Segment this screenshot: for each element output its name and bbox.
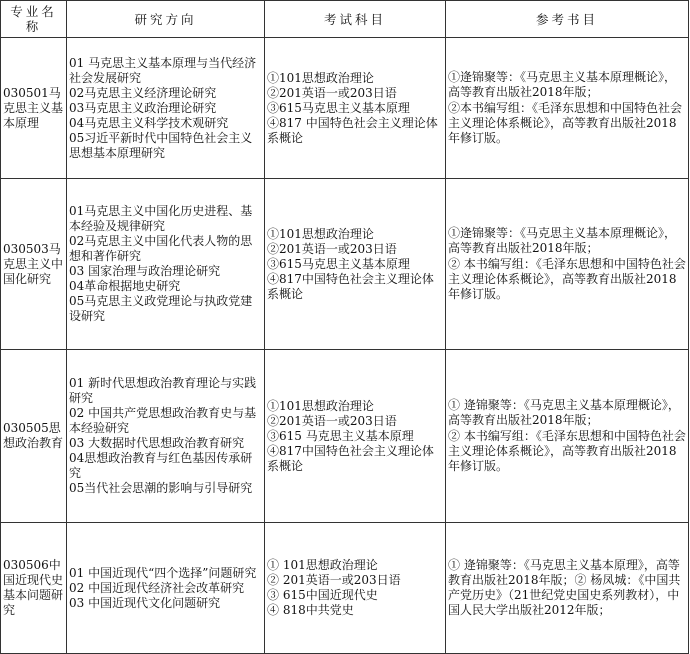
direction-item: 04思想政治教育与红色基因传承研究 [69,451,253,480]
major-name: 030506中国近现代史基本问题研究 [3,558,64,617]
subject-item: ① 101思想政治理论 [267,558,378,572]
major-cell [1,523,67,654]
major-name: 030501马克思主义基本原理 [3,85,64,130]
subject-item: ①101思想政治理论 [267,70,374,85]
subject-item: ④817 中国特色社会主义理论体系概论 [267,115,438,145]
major-cell [1,179,67,350]
direction-item: 02马克思主义中国化代表人物的思想和著作研究 [69,234,253,263]
subject-item: ③615马克思主义基本原理 [267,100,410,115]
header-exam-subjects: 考试科目 [265,1,446,38]
exam-subjects-cell [265,38,446,179]
subject-item: ③615马克思主义基本原理 [267,256,410,271]
subject-item: ③ 615中国近现代史 [267,588,378,602]
direction-item: 05习近平新时代中国特色社会主义思想基本原理研究 [69,130,253,160]
reference-item: ②本书编写组：《毛泽东思想和中国特色社会主义理论体系概论》，高等教育出版社2018年修订版。 [448,101,683,145]
direction-item: 03 中国近现代文化问题研究 [69,595,221,610]
reference-item: ① 逄锦聚等：《马克思主义基本原理概论》，高等教育出版社2018年版； [448,398,680,427]
subject-item: ②201英语一或203日语 [267,241,397,256]
subject-item: ①101思想政治理论 [267,398,374,413]
reference-books-cell [446,179,689,350]
header-major: 专业名称 [1,1,67,38]
major-cell [1,350,67,523]
research-directions-cell [67,38,265,179]
direction-item: 02 中国共产党思想政治教育史与基本经验研究 [69,406,257,435]
table-row [1,523,689,654]
direction-item: 01 新时代思想政治教育理论与实践研究 [69,376,257,405]
reference-item: ② 本书编写组：《毛泽东思想和中国特色社会主义理论体系概论》，高等教育出版社2018年修订版。 [448,257,686,301]
direction-item: 01 中国近现代“四个选择”问题研究 [69,565,257,580]
reference-books-cell [446,38,689,179]
subject-item: ②201英语一或203日语 [267,413,397,428]
direction-item: 03马克思主义政治理论研究 [69,100,217,115]
major-name: 030505思想政治教育 [3,421,64,450]
exam-subjects-cell [265,523,446,654]
direction-item: 05当代社会思潮的影响与引导研究 [69,481,253,495]
subject-item: ②201英语一或203日语 [267,85,397,100]
major-cell [1,38,67,179]
subject-item: ④817中国特色社会主义理论体系概论 [267,271,434,301]
research-directions-cell [67,523,265,654]
subject-item: ④817中国特色社会主义理论体系概论 [267,443,434,473]
reference-item: ② 本书编写组：《毛泽东思想和中国特色社会主义理论体系概论》，高等教育出版社2018年修订版。 [448,429,686,473]
reference-books-cell [446,350,689,523]
reference-item: ①逄锦聚等：《马克思主义基本原理概论》，高等教育出版社2018年版； [448,70,677,99]
reference-item: ① 逄锦聚等：《马克思主义基本原理》，高等教育出版社2018年版；② 杨凤城：《中国共产党历史》（21世纪党史国史系列教材），中国人民大学出版社2012年版； [448,558,681,617]
direction-item: 05马克思主义政党理论与执政党建设研究 [69,294,253,323]
reference-item: ①逄锦聚等：《马克思主义基本原理概论》，高等教育出版社2018年版； [448,226,677,255]
header-research-directions: 研究方向 [67,1,265,38]
research-directions-cell [67,179,265,350]
table-header-row [1,1,689,38]
direction-item: 04马克思主义科学技术观研究 [69,115,229,130]
table-row [1,38,689,179]
direction-item: 03 国家治理与政治理论研究 [69,264,221,278]
direction-item: 03 大数据时代思想政治教育研究 [69,436,245,450]
reference-books-cell [446,523,689,654]
table-row [1,179,689,350]
research-directions-cell [67,350,265,523]
direction-item: 01 马克思主义基本原理与当代经济社会发展研究 [69,55,257,85]
direction-item: 02 中国近现代经济社会改革研究 [69,580,245,595]
header-reference-books: 参考书目 [446,1,689,38]
subject-item: ③615 马克思主义基本原理 [267,428,414,443]
exam-subjects-cell [265,179,446,350]
subject-item: ①101思想政治理论 [267,226,374,241]
major-name: 030503马克思主义中国化研究 [3,241,64,286]
direction-item: 01马克思主义中国化历史进程、基本经验及规律研究 [69,204,253,233]
subject-item: ② 201英语一或203日语 [267,573,401,587]
direction-item: 04革命根据地史研究 [69,279,181,293]
exam-subjects-cell [265,350,446,523]
direction-item: 02马克思主义经济理论研究 [69,85,217,100]
table-row [1,350,689,523]
subject-item: ④ 818中共党史 [267,603,354,617]
